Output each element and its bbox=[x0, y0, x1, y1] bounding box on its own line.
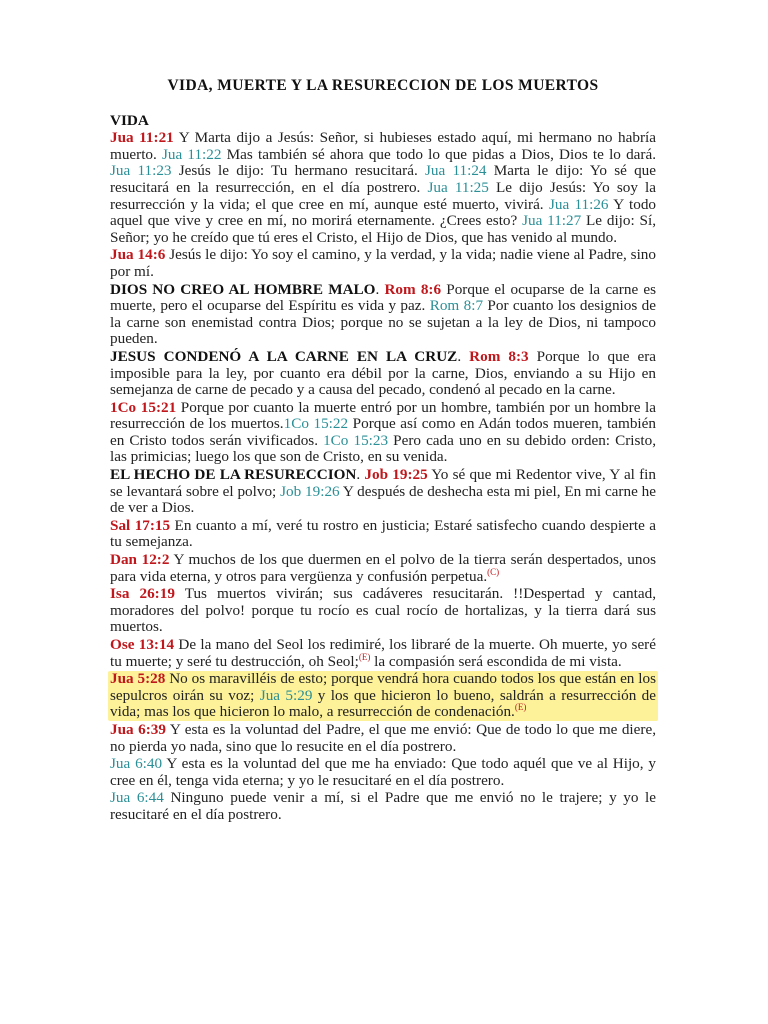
page-title: VIDA, MUERTE Y LA RESURECCION DE LOS MUERTOS bbox=[167, 77, 599, 94]
section-heading: JESUS CONDENÓ A LA CARNE EN LA CRUZ bbox=[110, 347, 458, 365]
paragraph bbox=[108, 400, 658, 466]
verse-text: Le dijo: Sí, Señor; yo he creído que tú eres el Cristo, el Hijo de Dios, que has venido al mundo. bbox=[110, 212, 657, 246]
verse-reference: Jua 11:21 bbox=[110, 129, 174, 147]
verse-text: En cuanto a mí, veré tu rostro en justicia; Estaré satisfecho cuando despierte a tu semejanza. bbox=[110, 516, 656, 551]
verse-reference-link[interactable]: Jua 11:27 bbox=[522, 212, 582, 230]
verse-text: Mas también sé ahora que todo lo que pidas a Dios, Dios te lo dará. bbox=[221, 145, 656, 163]
verse-reference-link[interactable]: Jua 11:23 bbox=[110, 162, 172, 180]
verse-text: Y todo aquel que vive y cree en mí, no morirá eternamente. ¿Crees esto? bbox=[110, 195, 657, 230]
verse-text: Ninguno puede venir a mí, si el Padre que me envió no le trajere; y yo le resucitaré en el día postrero. bbox=[110, 789, 657, 823]
document-body bbox=[108, 113, 658, 824]
verse-text: Jesús le dijo: Tu hermano resucitará. bbox=[171, 162, 425, 180]
section-heading: VIDA bbox=[110, 111, 149, 129]
paragraph bbox=[108, 790, 658, 823]
paragraph bbox=[108, 349, 658, 399]
verse-text: Porque lo que era imposible para la ley, por cuanto era débil por la carne, Dios, enviando a su Hijo en semejanza de carne de pecado y a causa del pecado, condenó al pecado en la carne. bbox=[110, 347, 657, 399]
footnote-marker: (C) bbox=[487, 566, 500, 577]
paragraph bbox=[108, 586, 658, 636]
verse-reference: Jua 5:28 bbox=[110, 670, 166, 688]
paragraph bbox=[108, 247, 658, 280]
verse-text: Le dijo Jesús: Yo soy la resurrección y la vida; el que cree en mí, aunque esté muerto, vivirá. bbox=[110, 178, 656, 213]
verse-reference: Job 19:25 bbox=[364, 466, 428, 484]
verse-text: Y muchos de los que duermen en el polvo de la tierra serán despertados, unos para vida eterna, y otros para vergüenza y confusión perpetua. bbox=[110, 551, 657, 585]
verse-reference-link[interactable]: Jua 6:40 bbox=[110, 755, 163, 773]
verse-reference-link[interactable]: Rom 8:7 bbox=[429, 297, 484, 315]
verse-reference: Sal 17:15 bbox=[110, 516, 171, 534]
verse-reference: Rom 8:3 bbox=[469, 347, 529, 365]
verse-reference-link[interactable]: Job 19:26 bbox=[280, 482, 340, 500]
section-heading: DIOS NO CREO AL HOMBRE MALO bbox=[110, 280, 376, 298]
footnote-marker: (E) bbox=[358, 651, 371, 662]
verse-text: . bbox=[375, 280, 385, 298]
highlighted-paragraph bbox=[108, 671, 658, 721]
verse-text: No os maravilléis de esto; porque vendrá hora cuando todos los que están en los sepulcros oirán su voz; bbox=[110, 670, 656, 704]
verse-text: Pero cada uno en su debido orden: Cristo, las primicias; luego los que son de Cristo, en su venida. bbox=[110, 431, 657, 466]
verse-reference-link[interactable]: Jua 5:29 bbox=[259, 686, 313, 704]
verse-reference: Jua 6:39 bbox=[110, 720, 166, 738]
verse-text: Marta le dijo: Yo sé que resucitará en la resurrección, en el día postrero. bbox=[110, 162, 657, 196]
paragraph bbox=[108, 467, 658, 517]
verse-text: la compasión será escondida de mi vista. bbox=[370, 652, 622, 670]
verse-reference: Jua 14:6 bbox=[110, 246, 166, 264]
verse-reference-link[interactable]: Jua 11:22 bbox=[162, 145, 222, 163]
verse-text: Porque así como en Adán todos mueren, también en Cristo todos serán vivificados. bbox=[110, 415, 656, 449]
verse-text: Tus muertos vivirán; sus cadáveres resucitarán. !!Despertad y cantad, moradores del polvo! porque tu rocío es cual rocío de hortalizas, y la tierra dará sus muertos. bbox=[110, 585, 656, 636]
footnote-marker: (E) bbox=[514, 702, 527, 713]
verse-text: Y esta es la voluntad del Padre, el que me envió: Que de todo lo que me diere, no pierda yo nada, sino que lo resucite en el día postrero. bbox=[110, 720, 656, 755]
verse-text: Yo sé que mi Redentor vive, Y al fin se levantará sobre el polvo; bbox=[110, 466, 656, 500]
paragraph bbox=[108, 113, 658, 130]
verse-text: Y después de deshecha esta mi piel, En mi carne he de ver a Dios. bbox=[110, 482, 656, 517]
verse-reference-link[interactable]: Jua 11:25 bbox=[427, 178, 489, 196]
paragraph bbox=[108, 130, 658, 246]
verse-reference-link[interactable]: 1Co 15:22 bbox=[283, 415, 349, 433]
verse-reference: Dan 12:2 bbox=[110, 551, 170, 569]
verse-reference: Rom 8:6 bbox=[384, 280, 442, 298]
section-heading: EL HECHO DE LA RESURECCION bbox=[110, 466, 357, 484]
verse-text: y los que hicieron lo bueno, saldrán a resurrección de vida; mas los que hicieron lo malo, a resurrección de condenación. bbox=[110, 686, 657, 721]
paragraph bbox=[108, 282, 658, 348]
verse-reference-link[interactable]: Jua 6:44 bbox=[110, 789, 164, 807]
verse-reference-link[interactable]: Jua 11:26 bbox=[548, 195, 609, 213]
paragraph bbox=[108, 722, 658, 755]
verse-reference-link[interactable]: 1Co 15:23 bbox=[323, 431, 389, 449]
verse-reference: 1Co 15:21 bbox=[110, 398, 177, 416]
verse-text: Porque por cuanto la muerte entró por un hombre, también por un hombre la resurrección de los muertos. bbox=[110, 398, 656, 433]
verse-reference-link[interactable]: Jua 11:24 bbox=[425, 162, 487, 180]
verse-text: Y Marta dijo a Jesús: Señor, si hubieses estado aquí, mi hermano no habría muerto. bbox=[110, 129, 656, 163]
verse-text: Jesús le dijo: Yo soy el camino, y la verdad, y la vida; nadie viene al Padre, sino por mí. bbox=[110, 246, 656, 280]
verse-text: . bbox=[356, 466, 365, 484]
paragraph bbox=[108, 552, 658, 585]
document-page bbox=[108, 78, 658, 824]
paragraph bbox=[108, 756, 658, 789]
verse-text: De la mano del Seol los redimiré, los libraré de la muerte. Oh muerte, yo seré tu muerte; y seré tu destrucción, oh Seol; bbox=[110, 636, 656, 670]
paragraph bbox=[108, 637, 658, 670]
verse-text: Por cuanto los designios de la carne son enemistad contra Dios; porque no se sujetan a la ley de Dios, ni tampoco pueden. bbox=[110, 297, 657, 348]
verse-text: Porque el ocuparse de la carne es muerte, pero el ocuparse del Espíritu es vida y paz. bbox=[110, 280, 657, 315]
verse-reference: Ose 13:14 bbox=[110, 636, 175, 653]
verse-text: . bbox=[457, 347, 470, 365]
verse-reference: Isa 26:19 bbox=[110, 585, 175, 603]
paragraph bbox=[108, 518, 658, 551]
verse-text: Y esta es la voluntad del que me ha enviado: Que todo aquél que ve al Hijo, y cree en él, tenga vida eterna; y yo le resucitaré en el día postrero. bbox=[110, 755, 656, 789]
